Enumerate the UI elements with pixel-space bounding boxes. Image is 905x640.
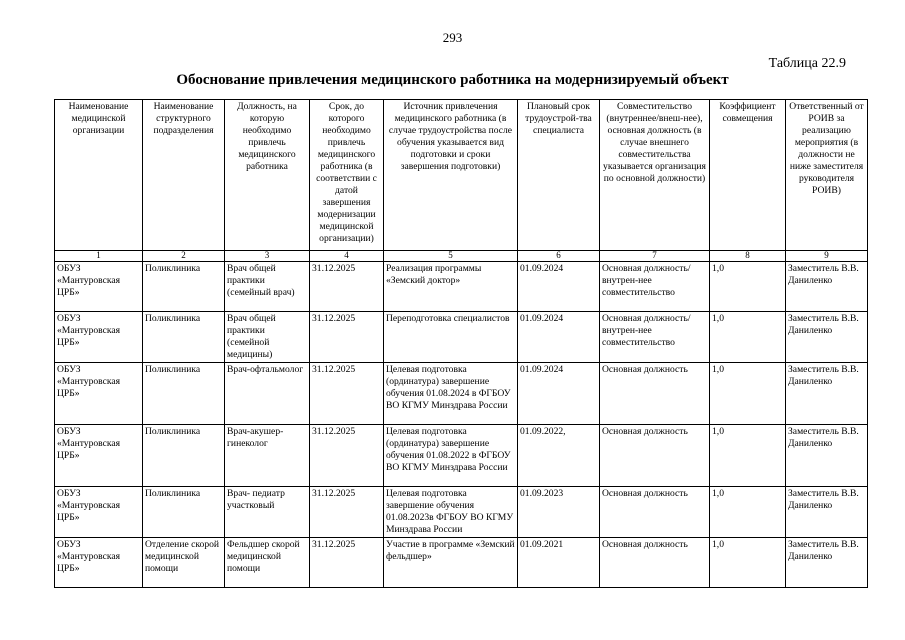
coefficient-cell: 1,0 [710, 425, 786, 487]
header-cell: Срок, до которого необходимо привлечь медицинского работника (в соответствии с датой завершения модернизации медицинской организации) [310, 100, 384, 251]
source-cell: Реализация программы «Земский доктор» [384, 262, 518, 312]
table-row [55, 425, 868, 487]
position-cell: Фельдшер скорой медицинской помощи [225, 538, 310, 588]
table-label: Таблица 22.9 [768, 56, 846, 71]
header-cell: Наименование медицинской организации [55, 100, 143, 251]
combination-cell: Основная должность/внутрен-нее совместительство [600, 262, 710, 312]
source-cell: Целевая подготовка завершение обучения 01.08.2023в ФГБОУ ВО КГМУ Минздрава России [384, 487, 518, 538]
header-cell: Коэффициент совмещения [710, 100, 786, 251]
column-number: 9 [786, 251, 868, 262]
header-cell: Источник привлечения медицинского работника (в случае трудоустройства после обучения указывается вид подготовки и сроки завершения подготовки) [384, 100, 518, 251]
page-number: 293 [442, 30, 463, 45]
responsible-cell: Заместитель В.В. Даниленко [786, 363, 868, 425]
combination-cell: Основная должность [600, 487, 710, 538]
column-number: 7 [600, 251, 710, 262]
position-cell: Врач общей практики (семейный врач) [225, 262, 310, 312]
column-number: 2 [143, 251, 225, 262]
header-row [55, 100, 868, 251]
deadline-cell: 31.12.2025 [310, 538, 384, 588]
deadline-cell: 31.12.2025 [310, 312, 384, 363]
position-cell: Врач общей практики (семейной медицины) [225, 312, 310, 363]
planned-date-cell: 01.09.2021 [518, 538, 600, 588]
responsible-cell: Заместитель В.В. Даниленко [786, 262, 868, 312]
combination-cell: Основная должность/внутрен-нее совместительство [600, 312, 710, 363]
table-row [55, 262, 868, 312]
coefficient-cell: 1,0 [710, 487, 786, 538]
column-number: 6 [518, 251, 600, 262]
responsible-cell: Заместитель В.В. Даниленко [786, 538, 868, 588]
responsible-cell: Заместитель В.В. Даниленко [786, 425, 868, 487]
column-number-row [55, 251, 868, 262]
org-cell: ОБУЗ «Мантуровская ЦРБ» [55, 363, 143, 425]
source-cell: Участие в программе «Земский фельдшер» [384, 538, 518, 588]
column-number: 1 [55, 251, 143, 262]
division-cell: Поликлиника [143, 363, 225, 425]
org-cell: ОБУЗ «Мантуровская ЦРБ» [55, 425, 143, 487]
header-cell: Совместительство (внутреннее/внеш-нее), основная должность (в случае внешнего совместительства указывается организация по основной должности) [600, 100, 710, 251]
column-number: 3 [225, 251, 310, 262]
coefficient-cell: 1,0 [710, 312, 786, 363]
org-cell: ОБУЗ «Мантуровская ЦРБ» [55, 538, 143, 588]
table-row [55, 487, 868, 538]
table-row [55, 363, 868, 425]
planned-date-cell: 01.09.2024 [518, 363, 600, 425]
planned-date-cell: 01.09.2024 [518, 312, 600, 363]
coefficient-cell: 1,0 [710, 363, 786, 425]
coefficient-cell: 1,0 [710, 538, 786, 588]
org-cell: ОБУЗ «Мантуровская ЦРБ» [55, 262, 143, 312]
division-cell: Поликлиника [143, 312, 225, 363]
source-cell: Переподготовка специалистов [384, 312, 518, 363]
source-cell: Целевая подготовка (ординатура) завершение обучения 01.08.2022 в ФГБОУ ВО КГМУ Минздрава России [384, 425, 518, 487]
column-number: 8 [710, 251, 786, 262]
document-title: Обоснование привлечения медицинского работника на модернизируемый объект [176, 72, 729, 88]
combination-cell: Основная должность [600, 538, 710, 588]
table-row [55, 312, 868, 363]
source-cell: Целевая подготовка (ординатура) завершение обучения 01.08.2024 в ФГБОУ ВО КГМУ Минздрава России [384, 363, 518, 425]
header-cell: Ответственный от РОИВ за реализацию мероприятия (в должности не ниже заместителя руководителя РОИВ) [786, 100, 868, 251]
header-cell: Плановый срок трудоустрой-тва специалиста [518, 100, 600, 251]
column-number: 5 [384, 251, 518, 262]
deadline-cell: 31.12.2025 [310, 425, 384, 487]
org-cell: ОБУЗ «Мантуровская ЦРБ» [55, 487, 143, 538]
responsible-cell: Заместитель В.В. Даниленко [786, 487, 868, 538]
column-number: 4 [310, 251, 384, 262]
deadline-cell: 31.12.2025 [310, 262, 384, 312]
org-cell: ОБУЗ «Мантуровская ЦРБ» [55, 312, 143, 363]
table-row [55, 538, 868, 588]
division-cell: Поликлиника [143, 262, 225, 312]
deadline-cell: 31.12.2025 [310, 363, 384, 425]
division-cell: Поликлиника [143, 487, 225, 538]
header-cell: Наименование структурного подразделения [143, 100, 225, 251]
deadline-cell: 31.12.2025 [310, 487, 384, 538]
position-cell: Врач-акушер-гинеколог [225, 425, 310, 487]
header-cell: Должность, на которую необходимо привлечь медицинского работника [225, 100, 310, 251]
staffing-table [54, 99, 868, 588]
combination-cell: Основная должность [600, 363, 710, 425]
position-cell: Врач-офтальмолог [225, 363, 310, 425]
responsible-cell: Заместитель В.В. Даниленко [786, 312, 868, 363]
position-cell: Врач- педиатр участковый [225, 487, 310, 538]
coefficient-cell: 1,0 [710, 262, 786, 312]
planned-date-cell: 01.09.2023 [518, 487, 600, 538]
planned-date-cell: 01.09.2024 [518, 262, 600, 312]
division-cell: Поликлиника [143, 425, 225, 487]
division-cell: Отделение скорой медицинской помощи [143, 538, 225, 588]
combination-cell: Основная должность [600, 425, 710, 487]
planned-date-cell: 01.09.2022, [518, 425, 600, 487]
